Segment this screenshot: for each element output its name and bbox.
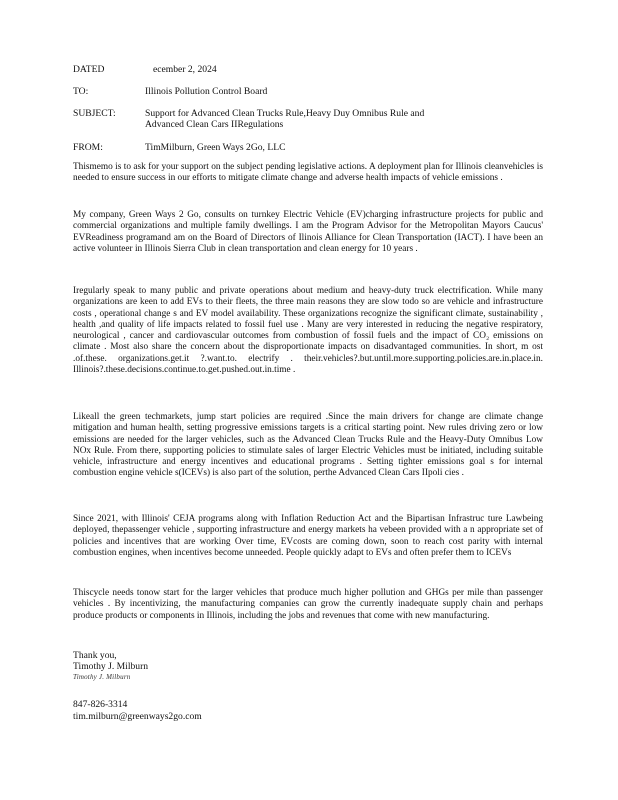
to-value: Illinois Pollution Control Board [145,86,268,97]
subject-label: SUBJECT: [73,108,116,119]
memo-paragraph: Since 2021, with Illinois' CEJA programs along with Inflation Reduction Act and the Bipartisan Infrastruc ture Lawbeing deployed, thepassenger vehicle , supporting infrastructure and energy markets ha vebeen provided with a n appropriate set of policies and incentives that are working Over time, EVcosts are coming down, soon to reach cost parity with internal combustion engines, when incentives become unneeded. People quickly adapt to EVs and often prefer them to ICEVs [73,514,543,558]
salutation: Thank you, [73,650,117,661]
memo-paragraph: My company, Green Ways 2 Go, consults on turnkey Electric Vehicle (EV)charging infrastructure projects for public and commercial organizations and multiple family dwellings. I am the Program Advisor for the Metropolitan Mayors Caucus' EVReadiness programand am on the Board of Directors of Ilinois Alliance for Clean Transportation (IACT). I have been an active volunteer in Illinois Sierra Club in clean transportation and clean energy for 10 years . [73,210,543,254]
dated-value: ecember 2, 2024 [153,64,217,75]
memo-paragraph: Likeall the green techmarkets, jump start policies are required .Since the main drivers for change are climate change mitigation and human health, setting progressive emissions targets is a critical starting point. New rules driving zero or low emissions are needed for the larger vehicles, such as the Advanced Clean Trucks Rule and the Heavy-Duty Omnibus Low NOx Rule. From there, supporting policies to stimulate sales of larger Electric Vehicles must be initiated, including suitable vehicle, infrastructure and energy incentives and educational programs . Setting tighter emissions goal s for internal combustion engine vehicle s(ICEVs) is also part of the solution, perthe Advanced Clean Cars IIpoli cies . [73,412,543,479]
memo-paragraph: Thiscycle needs tonow start for the larger vehicles that produce much higher pollution and GHGs per mile than passenger vehicles . By incentivizing, the manufacturing companies can grow the currently inadequate supply chain and perhaps produce products or components in Illinois, including the jobs and revenues that come with new manufacturing. [73,588,543,621]
phone-number: 847-826-3314 [73,699,128,710]
sender-name: Timothy J. Milburn [73,661,149,672]
memo-paragraph: Thismemo is to ask for your support on the subject pending legislative actions. A deployment plan for Illinois cleanvehicles is needed to ensure success in our efforts to mitigate climate change and adverse health impacts of vehicle emissions . [73,162,543,184]
subject-value: Support for Advanced Clean Trucks Rule,Heavy Duy Omnibus Rule and Advanced Clean Cars IIRegulations [145,108,425,130]
from-value: TimMilburn, Green Ways 2Go, LLC [145,142,286,153]
from-label: FROM: [73,142,103,153]
to-label: TO: [73,86,89,97]
memo-paragraph: Iregularly speak to many public and private operations about medium and heavy-duty truck electrification. While many organizations are keen to add EVs to their fleets, the three main reasons they are slow todo so are vehicle and infrastructure costs , operational change s and EV model availability. These organizations recognize the significant climate, sustainability , health ,and quality of life impacts related to fossil fuel use . Many are very interested in reducing the negative respiratory, neurological , cancer and cardiovascular outcomes from combustion of fossil fuels and the impact of CO₂ emissions on climate . Most also share the concern about the disproportionate impacts on disadvantaged communities. In short, m ost .of.these. organizations.get.it ?.want.to. electrify . their.vehicles?.but.until.more.supporting.policies.are.in.place.in. Illinois?.these.decisions.continue.to.get.pushed.out.in.time . [73,286,543,376]
email-address: tim.milburn@greenways2go.com [73,711,202,722]
signature: Timothy J. Milburn [73,673,131,681]
dated-label: DATED [73,64,105,75]
